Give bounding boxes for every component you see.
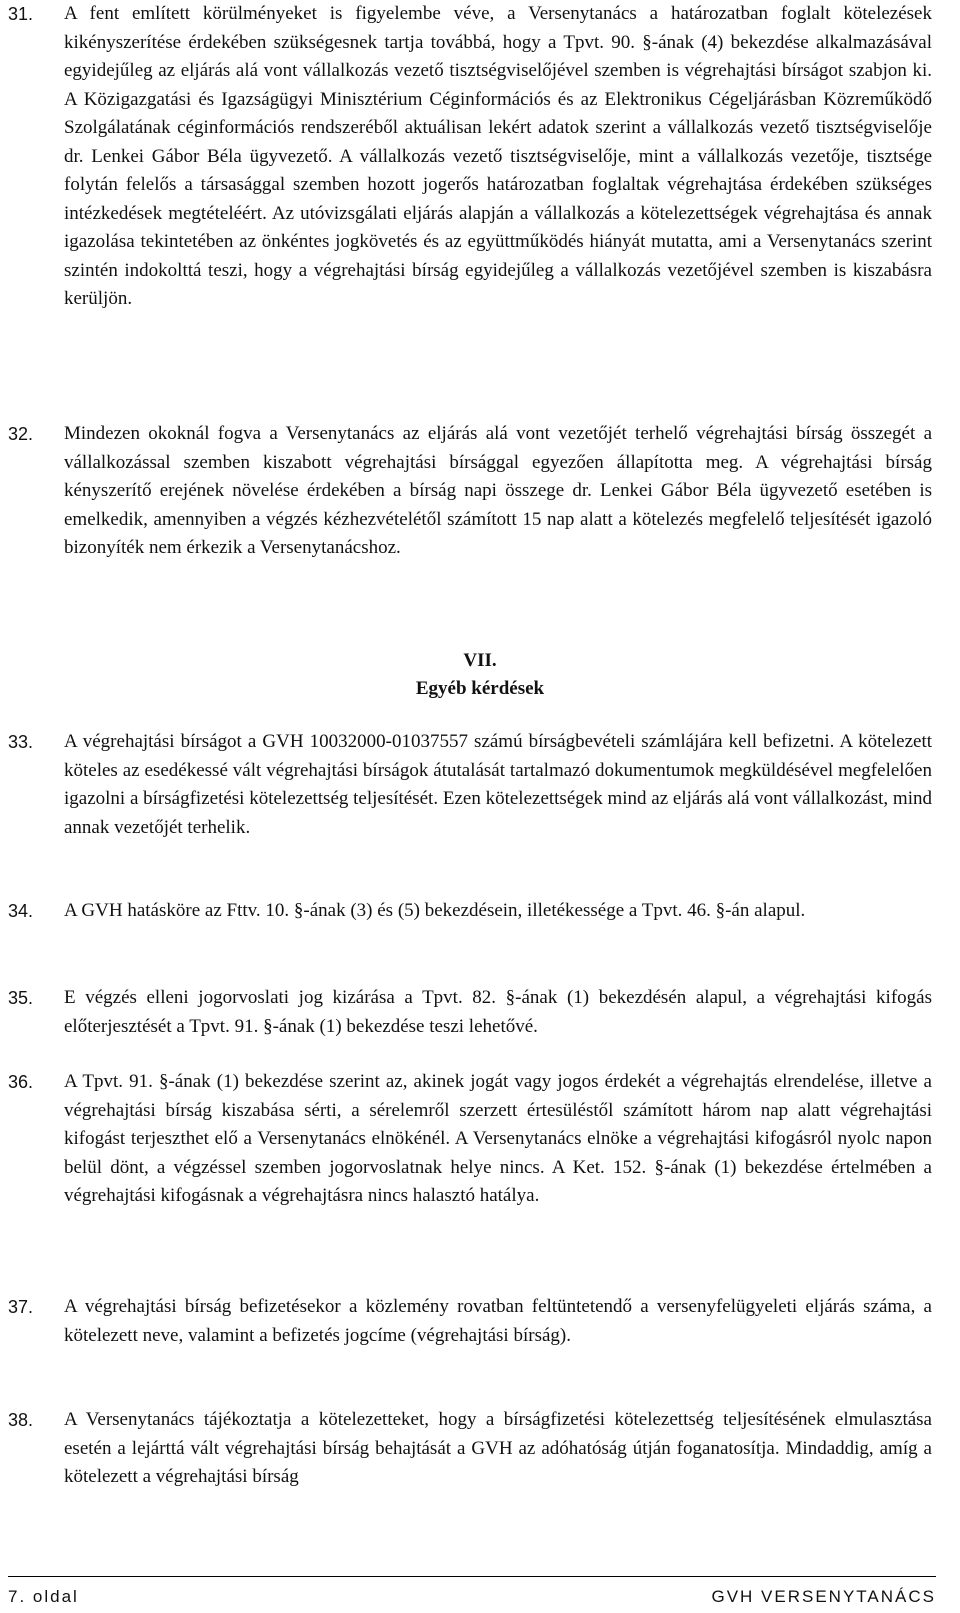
paragraph-31: [8, 0, 936, 314]
paragraph-number: 31.: [8, 4, 34, 24]
footer-page-number: 7. oldal: [8, 1587, 79, 1606]
section-title: Egyéb kérdések: [415, 678, 545, 699]
paragraph-number: 38.: [8, 1410, 34, 1430]
paragraph-number: 34.: [8, 901, 34, 921]
footer-organization: GVH VERSENYTANÁCS: [711, 1587, 936, 1606]
paragraph-number: 36.: [8, 1072, 34, 1092]
paragraph-text: E végzés elleni jogorvoslati jog kizárása a Tpvt. 82. §-ának (1) bekezdésén alapul, a végrehajtási kifogás előterjesztését a Tpvt. 91. §-ának (1) bekezdése teszi lehetővé.: [64, 987, 932, 1037]
paragraph-text: Mindezen okoknál fogva a Versenytanács az eljárás alá vont vezetőjét terhelő végrehajtási bírság összegét a vállalkozással szemben kiszabott végrehajtási bírsággal egyezően állapította meg. A végrehajtási bírság kényszerítő erejének növelése érdekében a bírság napi összege dr. Lenkei Gábor Béla ügyvezető esetében is emelkedik, amennyiben a végzés kézhezvételétől számított 15 nap alatt a kötelezés megfelelő teljesítését igazoló bizonyíték nem érkezik a Versenytanácshoz.: [64, 423, 932, 558]
paragraph-38: [8, 1406, 936, 1492]
paragraph-text: A Versenytanács tájékoztatja a kötelezetteket, hogy a bírságfizetési kötelezettség teljesítésének elmulasztása esetén a lejárttá vált végrehajtási bírság behajtását a GVH az adóhatóság útján foganatosítja. Mindaddig, amíg a kötelezett a végrehajtási bírság: [64, 1409, 932, 1487]
paragraph-32: [8, 420, 936, 563]
section-number: VII.: [463, 650, 497, 671]
footer-divider: [8, 1576, 936, 1577]
paragraph-number: 37.: [8, 1297, 34, 1317]
paragraph-text: A GVH hatásköre az Fttv. 10. §-ának (3) és (5) bekezdésein, illetékessége a Tpvt. 46. §-án alapul.: [64, 900, 806, 921]
paragraph-36: [8, 1068, 936, 1211]
paragraph-number: 35.: [8, 988, 34, 1008]
paragraph-text: A végrehajtási bírság befizetésekor a közlemény rovatban feltüntetendő a versenyfelügyeleti eljárás száma, a kötelezett neve, valamint a befizetés jogcíme (végrehajtási bírság).: [64, 1296, 932, 1346]
paragraph-33: [8, 728, 936, 842]
paragraph-number: 32.: [8, 424, 34, 444]
paragraph-text: A fent említett körülményeket is figyelembe véve, a Versenytanács a határozatban foglalt kötelezések kikényszerítése érdekében szükségesnek tartja továbbá, hogy a Tpvt. 90. §-ának (4) bekezdése alkalmazásával egyidejűleg az eljárás alá vont vállalkozás vezető tisztségviselőjével szemben is végrehajtási bírságot szabjon ki. A Közigazgatási és Igazságügyi Minisztérium Céginformációs és az Elektronikus Cégeljárásban Közreműködő Szolgálatának céginformációs rendszeréből aktuálisan lekért adatok szerint a vállalkozás vezető tisztségviselője dr. Lenkei Gábor Béla ügyvezető. A vállalkozás vezető tisztségviselője, mint a vállalkozás vezetője, tisztsége folytán felelős a társasággal szemben hozott jogerős határozatban foglaltak végrehajtása érdekében szükséges intézkedések megtételéért. Az utóvizsgálati eljárás alapján a vállalkozás a kötelezettségek végrehajtása és annak igazolása tekintetében az önkéntes jogkövetés és az együttműködés hiányát mutatta, ami a Versenytanács szerint szintén indokolttá teszi, hogy a végrehajtási bírság egyidejűleg a vállalkozás vezetőjével szemben is kiszabásra kerüljön.: [64, 3, 932, 309]
paragraph-number: 33.: [8, 732, 34, 752]
paragraph-34: [8, 897, 936, 926]
paragraph-35: [8, 984, 936, 1041]
paragraph-text: A Tpvt. 91. §-ának (1) bekezdése szerint az, akinek jogát vagy jogos érdekét a végrehajtás elrendelése, illetve a végrehajtási bírság kiszabása sérti, a sérelemről szerzett értesüléstől számított három nap alatt végrehajtási kifogást terjeszthet elő a Versenytanács elnökénél. A Versenytanács elnöke a végrehajtási kifogásról nyolc napon belül dönt, a végzéssel szemben jogorvoslatnak helye nincs. A Ket. 152. §-ának (1) bekezdése értelmében a végrehajtási kifogásnak a végrehajtásra nincs halasztó hatálya.: [64, 1071, 932, 1206]
paragraph-text: A végrehajtási bírságot a GVH 10032000-01037557 számú bírságbevételi számlájára kell befizetni. A kötelezett köteles az esedékessé vált végrehajtási bírságok átutalását tartalmazó dokumentumok megküldésével megfelelően igazolni a bírságfizetési kötelezettség teljesítését. Ezen kötelezettségek mind az eljárás alá vont vállalkozást, mind annak vezetőjét terhelik.: [64, 731, 932, 838]
paragraph-37: [8, 1293, 936, 1350]
